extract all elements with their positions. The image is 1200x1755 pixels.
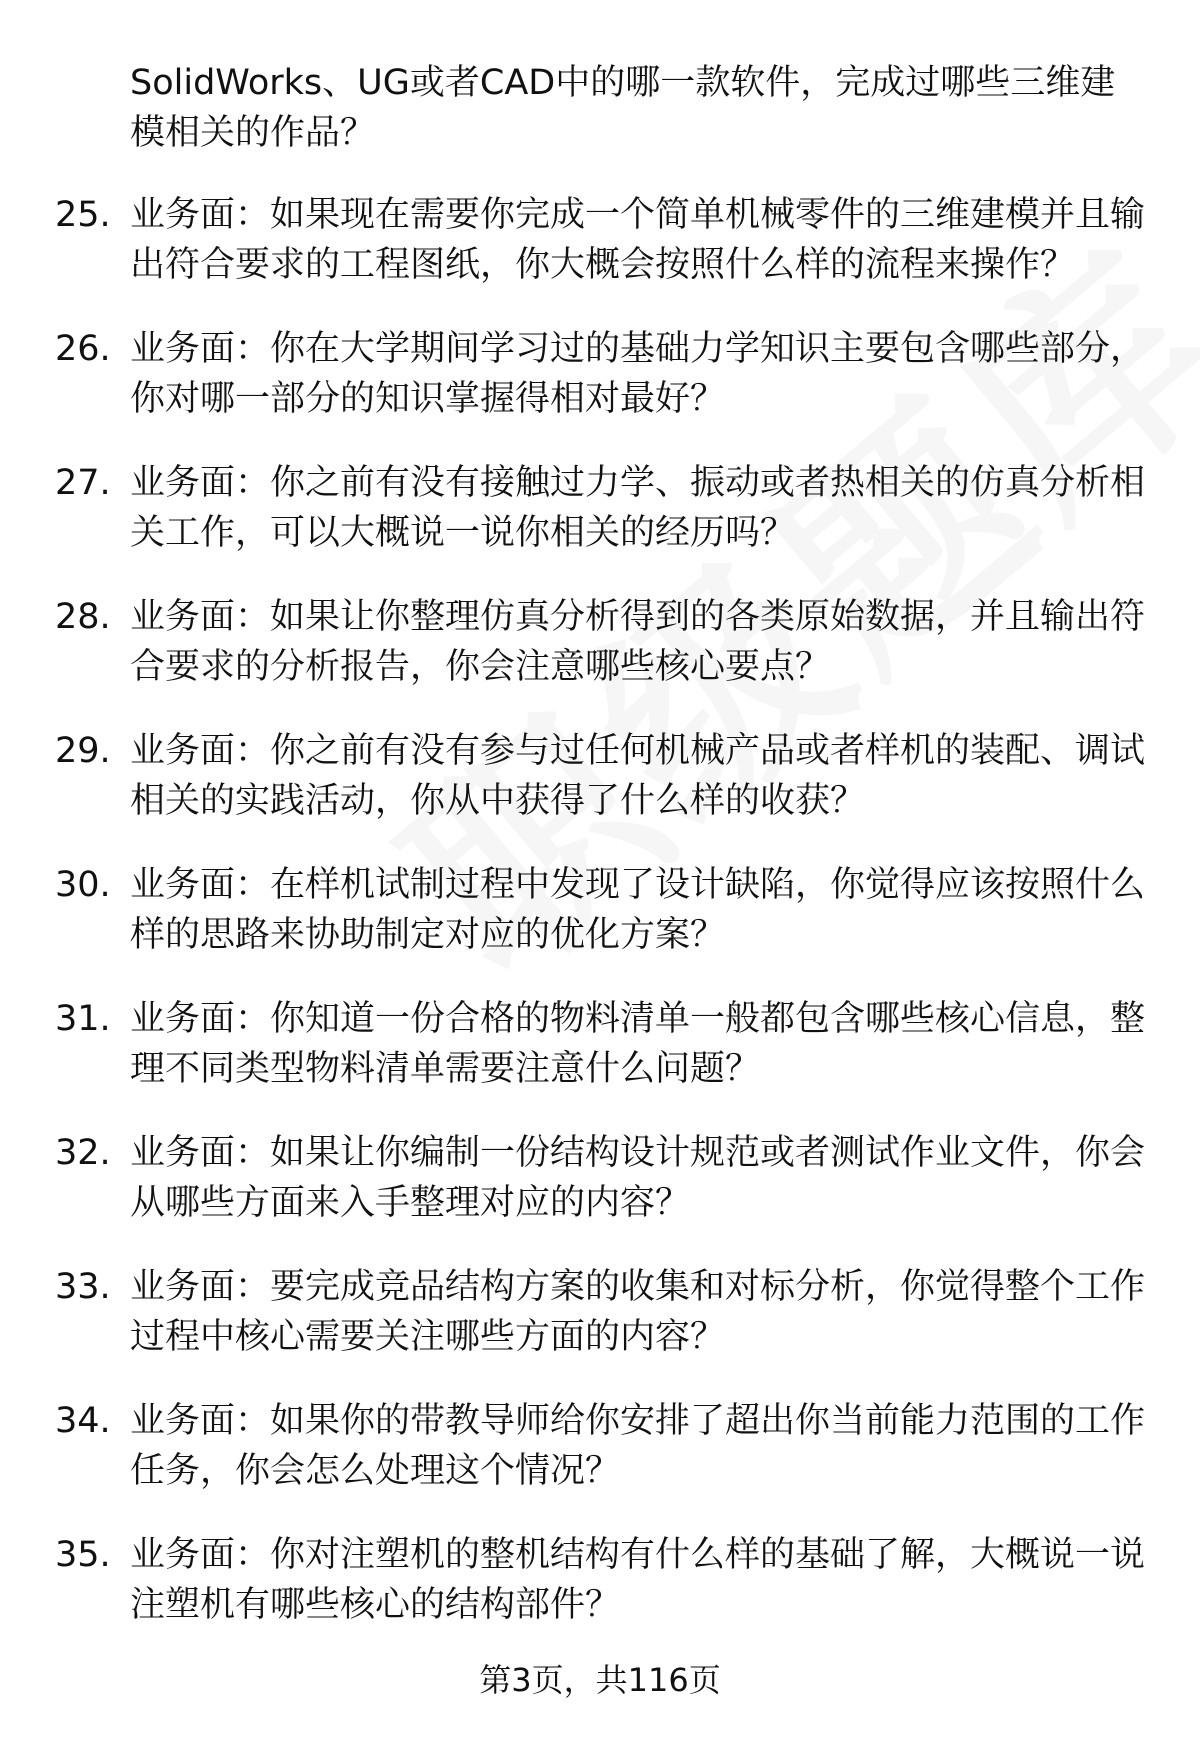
question-text: 业务面：如果让你整理仿真分析得到的各类原始数据，并且输出符合要求的分析报告，你会注意哪些核心要点？ [130, 597, 1146, 687]
question-text: 业务面：你之前有没有接触过力学、振动或者热相关的仿真分析相关工作，可以大概说一说你相关的经历吗？ [130, 463, 1146, 553]
question-number: 28. [55, 597, 111, 637]
question-text: 业务面：你之前有没有参与过任何机械产品或者样机的装配、调试相关的实践活动，你从中获得了什么样的收获？ [130, 731, 1146, 821]
question-text: 业务面：在样机试制过程中发现了设计缺陷，你觉得应该按照什么样的思路来协助制定对应的优化方案？ [130, 865, 1146, 955]
question-text: 业务面：你在大学期间学习过的基础力学知识主要包含哪些部分，你对哪一部分的知识掌握得相对最好？ [130, 329, 1146, 419]
question-text: 业务面：你知道一份合格的物料清单一般都包含哪些核心信息，整理不同类型物料清单需要注意什么问题？ [130, 999, 1146, 1089]
question-text: 业务面：你对注塑机的整机结构有什么样的基础了解，大概说一说注塑机有哪些核心的结构部件？ [130, 1535, 1146, 1625]
question-number: 29. [55, 731, 111, 771]
question-number: 30. [55, 865, 111, 905]
question-item [0, 592, 1200, 726]
question-item [0, 860, 1200, 994]
question-number: 35. [55, 1535, 111, 1575]
question-text: 业务面：如果现在需要你完成一个简单机械零件的三维建模并且输出符合要求的工程图纸，你大概会按照什么样的流程来操作？ [130, 195, 1146, 285]
question-item [0, 458, 1200, 592]
question-number: 31. [55, 999, 111, 1039]
question-text: 业务面：如果让你编制一份结构设计规范或者测试作业文件，你会从哪些方面来入手整理对应的内容？ [130, 1133, 1146, 1223]
question-text: 业务面：要完成竞品结构方案的收集和对标分析，你觉得整个工作过程中核心需要关注哪些方面的内容？ [130, 1267, 1146, 1357]
question-item [0, 1262, 1200, 1396]
question-number: 26. [55, 329, 111, 369]
question-item [0, 324, 1200, 458]
question-number: 25. [55, 195, 111, 235]
question-text: 业务面：如果你的带教导师给你安排了超出你当前能力范围的工作任务，你会怎么处理这个情况？ [130, 1401, 1146, 1491]
question-item [0, 190, 1200, 324]
page-number-footer: 第3页，共116页 [479, 1661, 721, 1699]
question-item [0, 1530, 1200, 1664]
question-item [0, 994, 1200, 1128]
question-number: 27. [55, 463, 111, 503]
question-number: 34. [55, 1401, 111, 1441]
question-list [0, 190, 1200, 1664]
question-item [0, 1396, 1200, 1530]
continued-question-text: SolidWorks、UG或者CAD中的哪一款软件，完成过哪些三维建模相关的作品？ [130, 63, 1116, 153]
question-item [0, 1128, 1200, 1262]
question-number: 32. [55, 1133, 111, 1173]
question-number: 33. [55, 1267, 111, 1307]
question-item [0, 726, 1200, 860]
